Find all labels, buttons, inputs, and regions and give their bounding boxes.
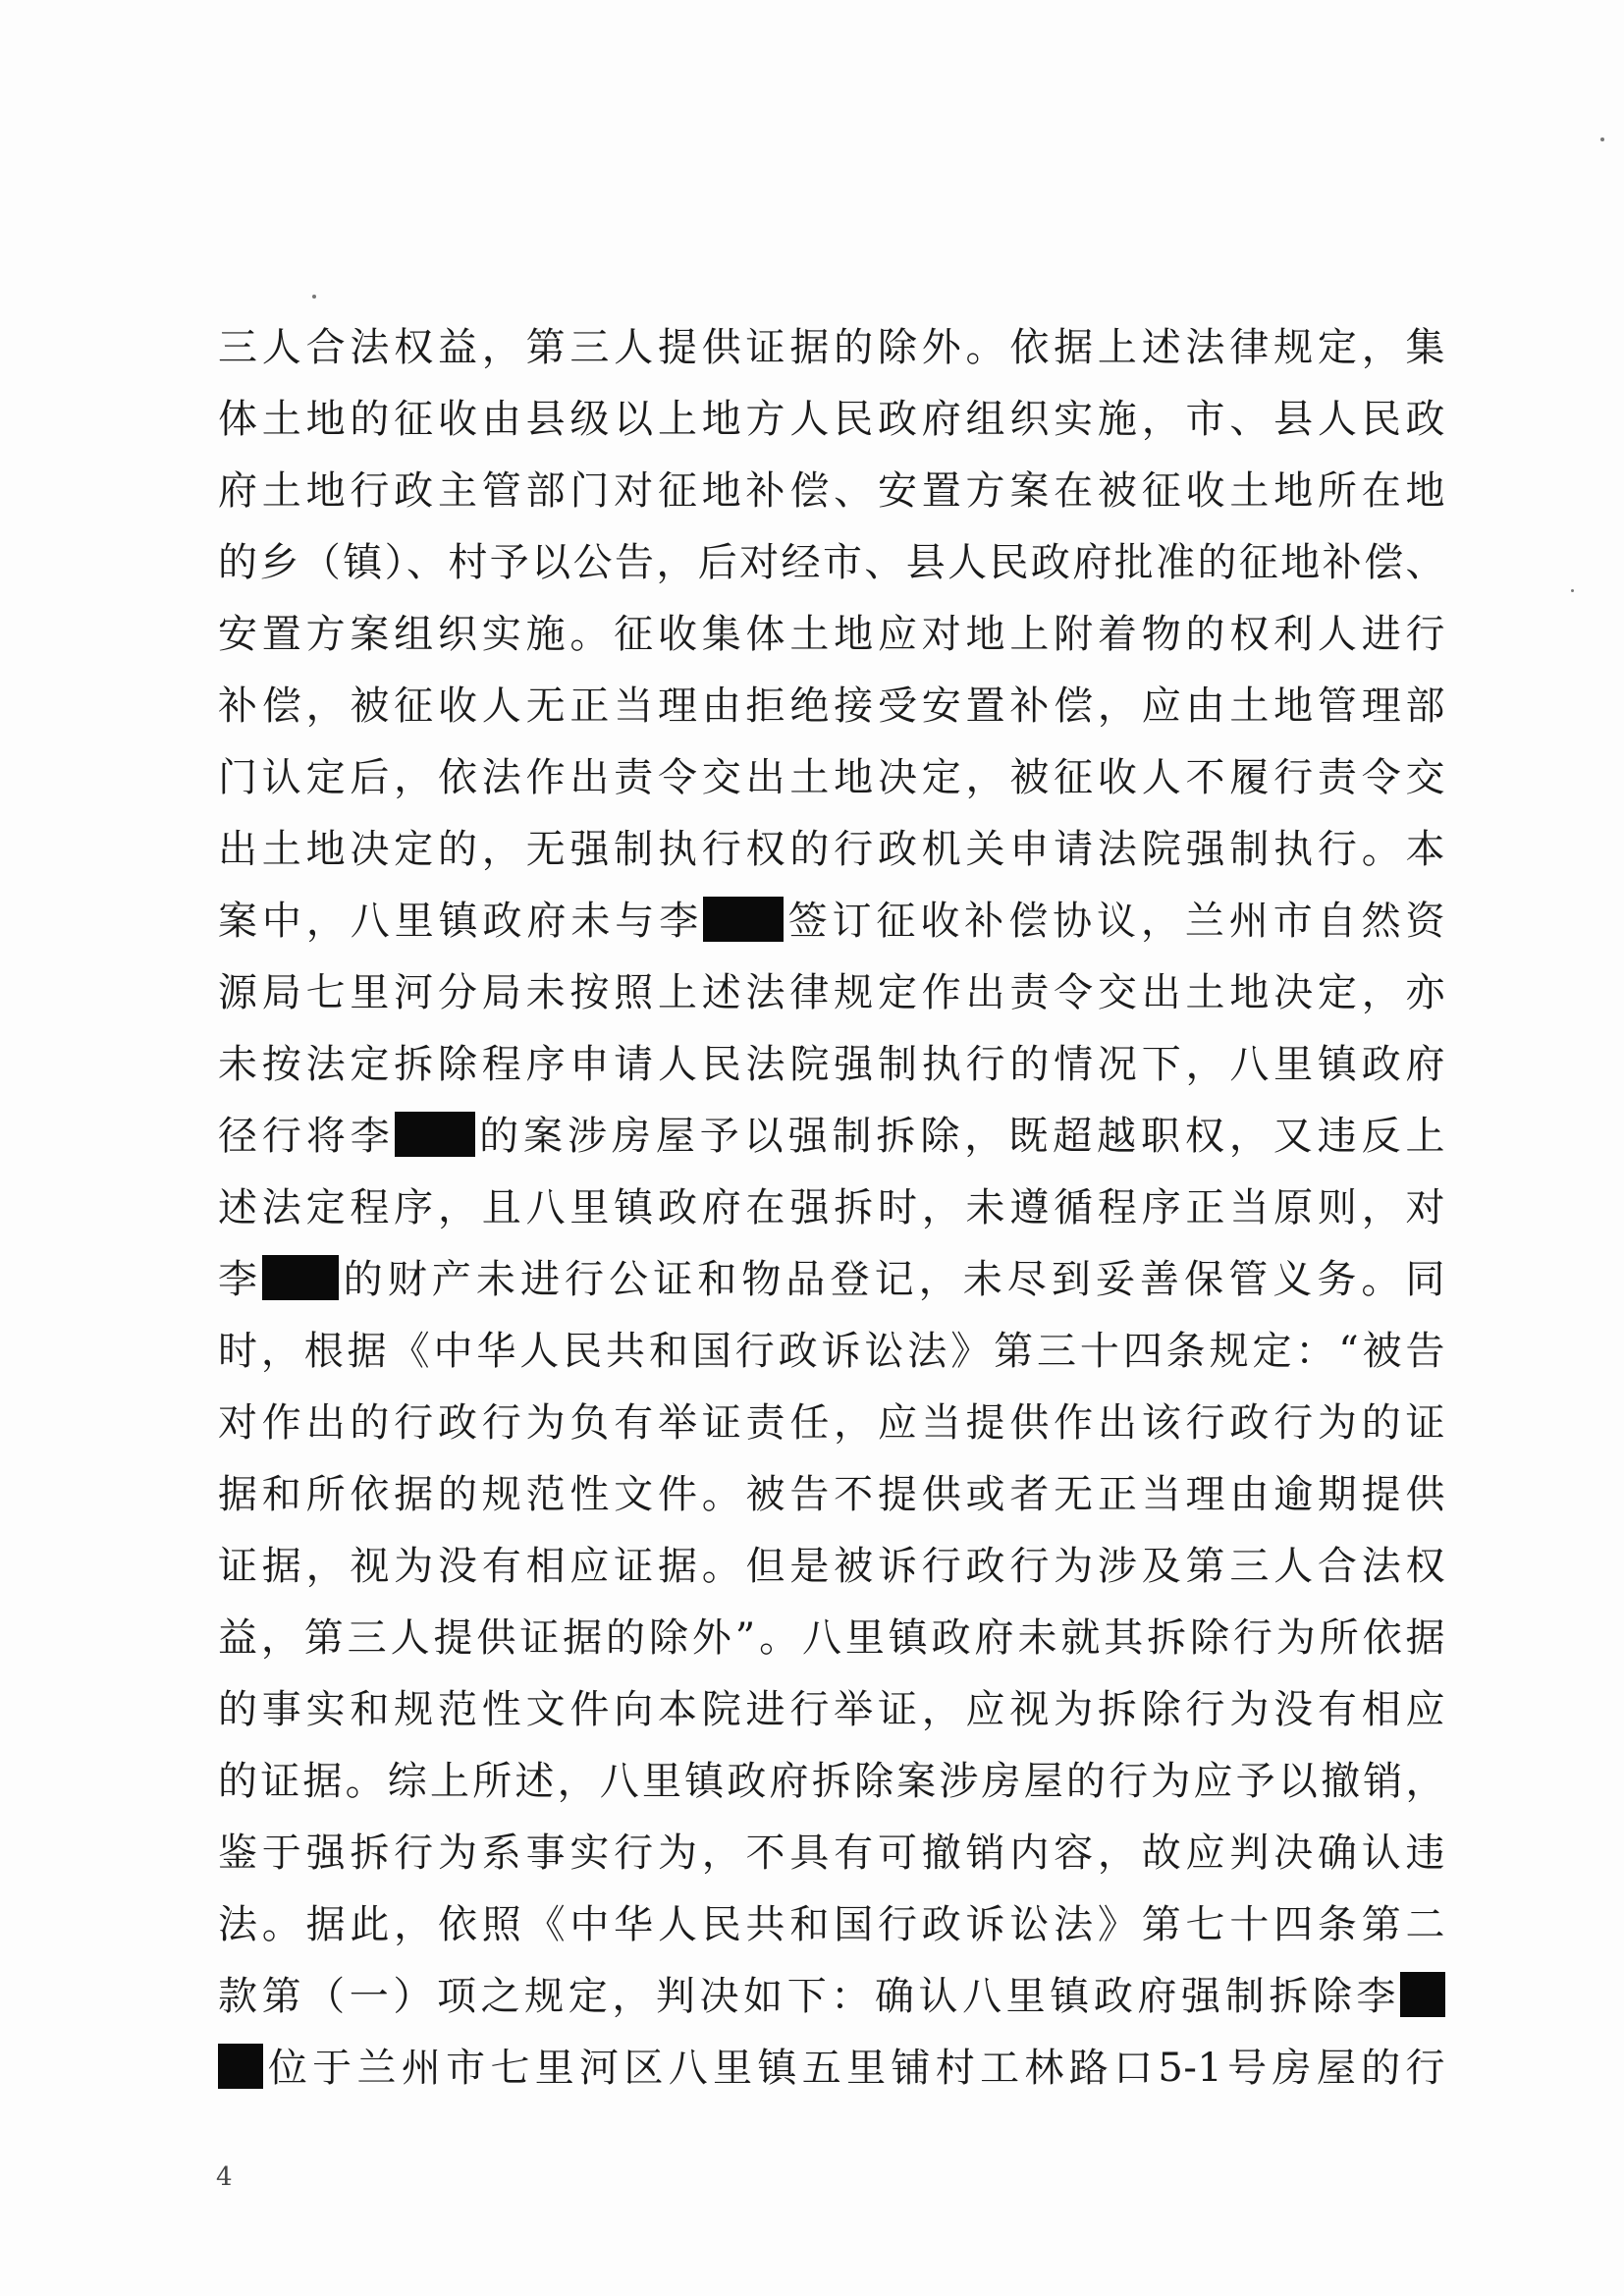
text-segment: 径行将李 (218, 1114, 395, 1159)
text-line (218, 456, 1445, 527)
text-line (218, 1961, 1445, 2033)
text-line (218, 886, 1445, 957)
text-segment: 体土地的征收由县级以上地方人民政府组织实施，市、县人民政 (218, 397, 1445, 442)
scan-speck (1571, 589, 1574, 592)
text-line (218, 1746, 1445, 1818)
text-segment: 出土地决定的，无强制执行权的行政机关申请法院强制执行。本 (218, 827, 1445, 872)
text-line (218, 1674, 1445, 1746)
text-segment: 签订征收补偿协议，兰州市自然资 (784, 899, 1446, 944)
text-segment: 款第（一）项之规定，判决如下：确认八里镇政府强制拆除李 (218, 1974, 1400, 2019)
text-line (218, 1818, 1445, 1889)
text-line (218, 1316, 1445, 1388)
text-line (218, 1029, 1445, 1101)
redaction-block (703, 897, 784, 942)
text-segment: 的案涉房屋予以强制拆除，既超越职权，又违反上 (474, 1114, 1446, 1159)
text-segment: 述法定程序，且八里镇政府在强拆时，未遵循程序正当原则，对 (218, 1185, 1445, 1230)
text-line (218, 1101, 1445, 1173)
text-segment: 安置方案组织实施。征收集体土地应对地上附着物的权利人进行 (218, 612, 1445, 657)
text-line (218, 1889, 1445, 1961)
text-line (218, 814, 1445, 886)
text-line (218, 384, 1445, 456)
text-segment: 源局七里河分局未按照上述法律规定作出责令交出土地决定，亦 (218, 970, 1445, 1015)
text-line (218, 1388, 1445, 1459)
text-segment: 补偿，被征收人无正当理由拒绝接受安置补偿，应由土地管理部 (218, 683, 1445, 729)
text-segment: 案中，八里镇政府未与李 (218, 899, 704, 944)
text-line (218, 957, 1445, 1029)
redaction-block (262, 1255, 339, 1300)
text-segment: 李 (218, 1257, 263, 1302)
text-segment: 的证据。综上所述，八里镇政府拆除案涉房屋的行为应予以撤销， (218, 1759, 1445, 1804)
text-line (218, 1603, 1445, 1674)
scan-speck (312, 295, 316, 299)
text-segment: 对作出的行政行为负有举证责任，应当提供作出该行政行为的证 (218, 1400, 1445, 1446)
page-number: 4 (216, 2162, 233, 2192)
text-line (218, 1459, 1445, 1531)
text-line (218, 599, 1445, 671)
text-segment: 鉴于强拆行为系事实行为，不具有可撤销内容，故应判决确认违 (218, 1831, 1445, 1876)
text-segment: 的财产未进行公证和物品登记，未尽到妥善保管义务。同 (339, 1257, 1446, 1302)
text-line (218, 1244, 1445, 1316)
text-segment: 的乡（镇）、村予以公告，后对经市、县人民政府批准的征地补偿、 (218, 540, 1445, 585)
text-segment: 时，根据《中华人民共和国行政诉讼法》第三十四条规定：“被告 (218, 1329, 1445, 1374)
text-line (218, 1173, 1445, 1244)
text-line (218, 671, 1445, 742)
text-segment: 法。据此，依照《中华人民共和国行政诉讼法》第七十四条第二 (218, 1902, 1445, 1947)
text-line (218, 742, 1445, 814)
text-line (218, 1531, 1445, 1603)
text-segment: 三人合法权益，第三人提供证据的除外。依据上述法律规定，集 (218, 325, 1445, 370)
text-segment: 门认定后，依法作出责令交出土地决定，被征收人不履行责令交 (218, 755, 1445, 800)
redaction-block (395, 1112, 475, 1157)
text-segment: 益，第三人提供证据的除外”。八里镇政府未就其拆除行为所依据 (218, 1615, 1445, 1661)
body-text (218, 312, 1445, 2105)
text-line (218, 2033, 1445, 2105)
text-line (218, 312, 1445, 384)
text-segment: 据和所依据的规范性文件。被告不提供或者无正当理由逾期提供 (218, 1472, 1445, 1517)
text-segment: 位于兰州市七里河区八里镇五里铺村工林路口5-1号房屋的行 (263, 2046, 1445, 2091)
redaction-block (218, 2044, 263, 2089)
text-line (218, 527, 1445, 599)
redaction-block (1400, 1972, 1445, 2017)
text-segment: 证据，视为没有相应证据。但是被诉行政行为涉及第三人合法权 (218, 1544, 1445, 1589)
text-segment: 府土地行政主管部门对征地补偿、安置方案在被征收土地所在地 (218, 468, 1445, 514)
scan-speck (1600, 137, 1604, 141)
text-segment: 未按法定拆除程序申请人民法院强制执行的情况下，八里镇政府 (218, 1042, 1445, 1087)
text-segment: 的事实和规范性文件向本院进行举证，应视为拆除行为没有相应 (218, 1687, 1445, 1732)
